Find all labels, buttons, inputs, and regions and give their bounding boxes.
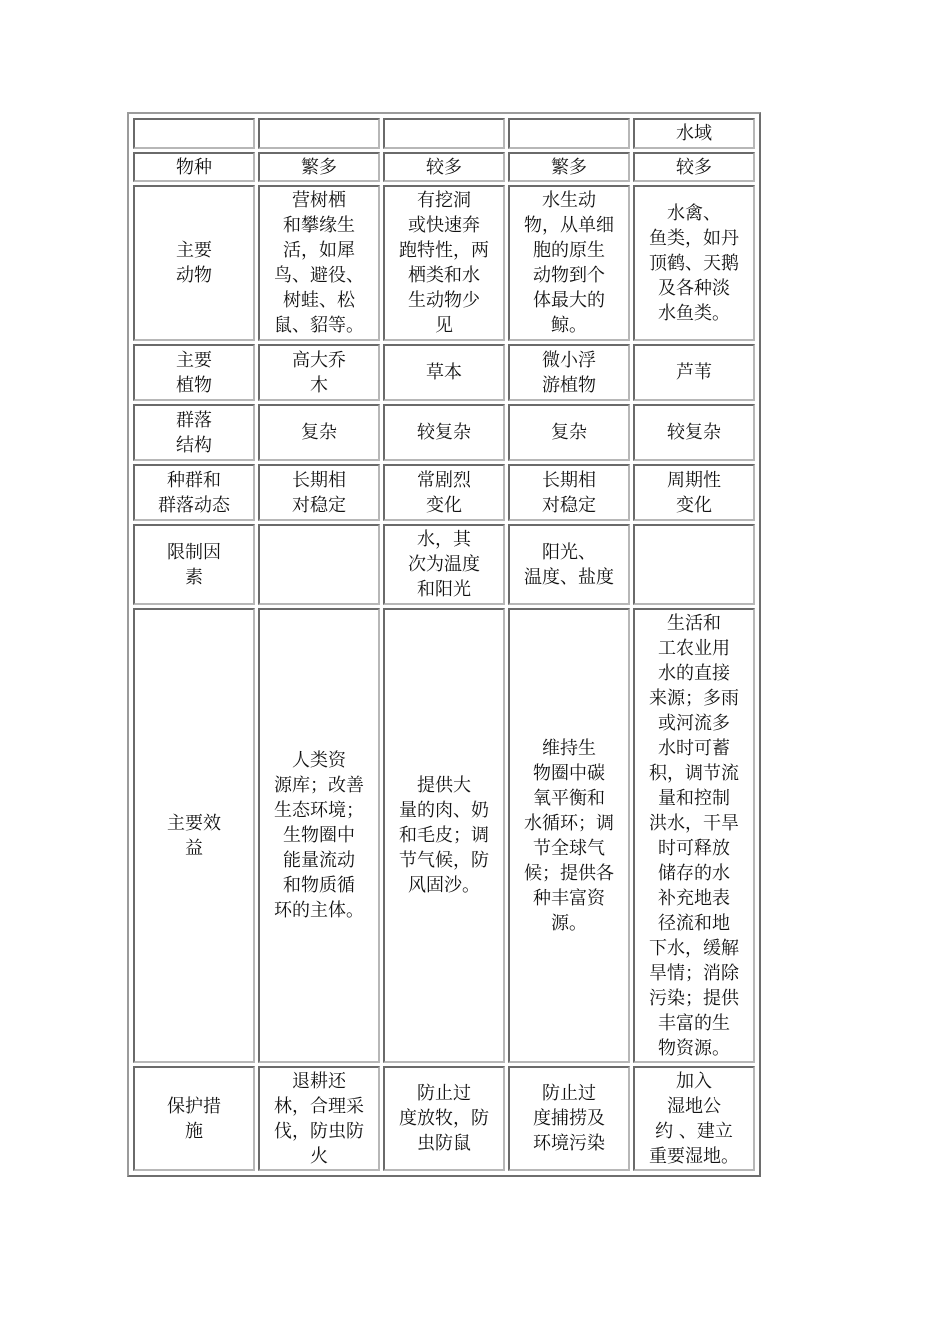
table-cell: 生活和 工农业用 水的直接 来源；多雨 或河流多 水时可蓄 积，调节流 量和控制 洪水，干旱 时可释放 储存的水 补充地表 径流和地 下水，缓解 旱情；消除 污染；提供 丰富的生 物资源。 <box>633 608 755 1063</box>
table-cell: 较复杂 <box>633 404 755 461</box>
table-cell: 退耕还 林，合理采 伐，防虫防 火 <box>258 1066 380 1171</box>
table-cell: 微小浮 游植物 <box>508 344 630 401</box>
table-cell: 长期相 对稳定 <box>508 464 630 521</box>
table-row <box>133 608 755 1063</box>
table-cell: 阳光、 温度、盐度 <box>508 524 630 605</box>
table-cell: 水域 <box>633 118 755 149</box>
table-cell: 较复杂 <box>383 404 505 461</box>
table-cell: 长期相 对稳定 <box>258 464 380 521</box>
table-cell <box>258 524 380 605</box>
ecosystem-comparison-table <box>130 115 758 1174</box>
table-cell: 水，其 次为温度 和阳光 <box>383 524 505 605</box>
table-row <box>133 118 755 149</box>
table-cell: 高大乔 木 <box>258 344 380 401</box>
table-row <box>133 185 755 341</box>
table-cell: 草本 <box>383 344 505 401</box>
table-cell <box>508 118 630 149</box>
table-cell: 周期性 变化 <box>633 464 755 521</box>
table-row <box>133 1066 755 1171</box>
row-header-cell: 种群和 群落动态 <box>133 464 255 521</box>
row-header-cell: 限制因 素 <box>133 524 255 605</box>
table-cell <box>633 524 755 605</box>
table-cell: 常剧烈 变化 <box>383 464 505 521</box>
table-cell: 繁多 <box>258 152 380 182</box>
row-header-cell: 保护措 施 <box>133 1066 255 1171</box>
table-cell: 防止过 度放牧，防 虫防鼠 <box>383 1066 505 1171</box>
table-row <box>133 404 755 461</box>
table-row <box>133 152 755 182</box>
table-cell: 水禽、 鱼类，如丹 顶鹤、天鹅 及各种淡 水鱼类。 <box>633 185 755 341</box>
table-cell: 较多 <box>383 152 505 182</box>
table-cell <box>383 118 505 149</box>
table-row <box>133 344 755 401</box>
table-cell: 复杂 <box>508 404 630 461</box>
table-cell: 较多 <box>633 152 755 182</box>
row-header-cell: 物种 <box>133 152 255 182</box>
table-cell: 芦苇 <box>633 344 755 401</box>
row-header-cell: 主要 植物 <box>133 344 255 401</box>
table-cell: 水生动 物，从单细 胞的原生 动物到个 体最大的 鲸。 <box>508 185 630 341</box>
table-body <box>133 118 755 1171</box>
table-cell: 防止过 度捕捞及 环境污染 <box>508 1066 630 1171</box>
table-cell: 加入 湿地公 约 、建立 重要湿地。 <box>633 1066 755 1171</box>
row-header-cell: 群落 结构 <box>133 404 255 461</box>
row-header-cell <box>133 118 255 149</box>
table-cell: 提供大 量的肉、奶 和毛皮；调 节气候，防 风固沙。 <box>383 608 505 1063</box>
row-header-cell: 主要效 益 <box>133 608 255 1063</box>
table-row <box>133 524 755 605</box>
table-cell: 有挖洞 或快速奔 跑特性，两 栖类和水 生动物少 见 <box>383 185 505 341</box>
table-cell <box>258 118 380 149</box>
ecosystem-comparison-table-frame <box>127 112 761 1177</box>
table-row <box>133 464 755 521</box>
table-cell: 维持生 物圈中碳 氧平衡和 水循环；调 节全球气 候；提供各 种丰富资 源。 <box>508 608 630 1063</box>
table-cell: 人类资 源库；改善 生态环境； 生物圈中 能量流动 和物质循 环的主体。 <box>258 608 380 1063</box>
row-header-cell: 主要 动物 <box>133 185 255 341</box>
table-cell: 繁多 <box>508 152 630 182</box>
table-cell: 复杂 <box>258 404 380 461</box>
table-cell: 营树栖 和攀缘生 活，如犀 鸟、避役、 树蛙、松 鼠、貂等。 <box>258 185 380 341</box>
